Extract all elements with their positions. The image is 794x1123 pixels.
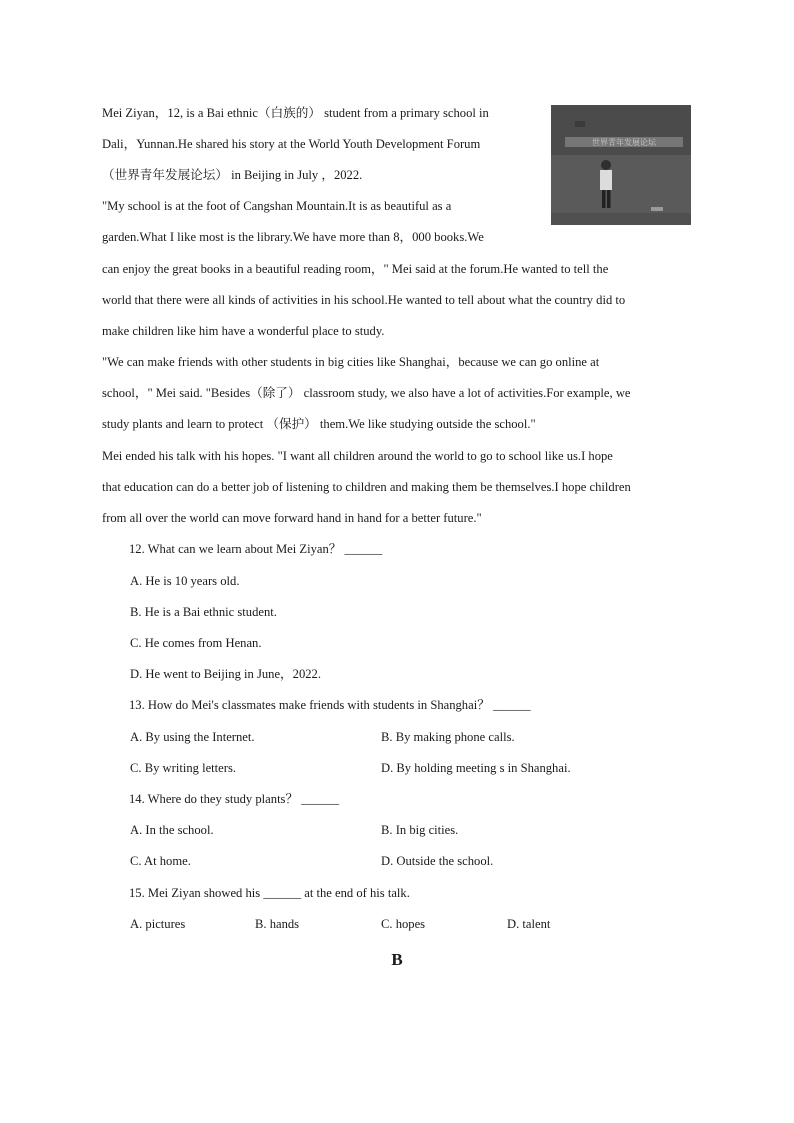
option-c[interactable]: C. He comes from Henan. (130, 636, 262, 650)
passage-line: （世界青年发展论坛） in Beijing in July ，2022. (102, 168, 363, 182)
option-d[interactable]: D. By holding meeting s in Shanghai. (381, 761, 571, 775)
option-b[interactable]: B. By making phone calls. (381, 730, 515, 744)
question-stem: 13. How do Mei's classmates make friends with students in Shanghai？ ______ (129, 698, 531, 712)
student-photo (551, 105, 691, 225)
question-stem: 12. What can we learn about Mei Ziyan？ ______ (129, 542, 383, 556)
option-c[interactable]: C. By writing letters. (130, 761, 236, 775)
option-d[interactable]: D. talent (507, 917, 551, 931)
passage-line: can enjoy the great books in a beautiful reading room，" Mei said at the forum.He wanted to tell the (102, 262, 609, 276)
passage-line: "We can make friends with other students in big cities like Shanghai，because we can go online at (102, 355, 600, 369)
option-b[interactable]: B. He is a Bai ethnic student. (130, 605, 277, 619)
passage-line: Mei ended his talk with his hopes. "I want all children around the world to go to school like us.I hope (102, 449, 613, 463)
banner-text: 世界青年发展论坛 (592, 138, 656, 147)
passage-line: from all over the world can move forward hand in hand for a better future." (102, 511, 482, 525)
passage-line: school，" Mei said. "Besides（除了） classroom study, we also have a lot of activities.For example, we (102, 386, 631, 400)
option-a[interactable]: A. pictures (130, 917, 186, 931)
option-c[interactable]: C. At home. (130, 854, 191, 868)
option-a[interactable]: A. By using the Internet. (130, 730, 255, 744)
section-heading: B (391, 950, 403, 969)
question-stem: 14. Where do they study plants？ ______ (129, 792, 339, 806)
question-stem: 15. Mei Ziyan showed his ______ at the end of his talk. (129, 886, 410, 900)
photo-of-student-at-forum-icon (551, 105, 691, 225)
option-d[interactable]: D. Outside the school. (381, 854, 494, 868)
passage-line: garden.What I like most is the library.We have more than 8，000 books.We (102, 230, 484, 244)
option-a[interactable]: A. He is 10 years old. (130, 574, 240, 588)
option-b[interactable]: B. hands (255, 917, 300, 931)
passage-line: Dali，Yunnan.He shared his story at the World Youth Development Forum (102, 137, 481, 151)
option-d[interactable]: D. He went to Beijing in June，2022. (130, 667, 321, 681)
option-a[interactable]: A. In the school. (130, 823, 214, 837)
passage-line: "My school is at the foot of Cangshan Mountain.It is as beautiful as a (102, 199, 452, 213)
passage-line: study plants and learn to protect （保护） them.We like studying outside the school." (102, 417, 536, 431)
passage-line: Mei Ziyan，12, is a Bai ethnic（白族的） student from a primary school in (102, 106, 489, 120)
passage-line: world that there were all kinds of activities in his school.He wanted to tell about what the country did to (102, 293, 626, 307)
option-b[interactable]: B. In big cities. (381, 823, 459, 837)
passage-line: that education can do a better job of listening to children and making them be themselves.I hope children (102, 480, 631, 494)
passage-line: make children like him have a wonderful place to study. (102, 324, 385, 338)
option-c[interactable]: C. hopes (381, 917, 426, 931)
